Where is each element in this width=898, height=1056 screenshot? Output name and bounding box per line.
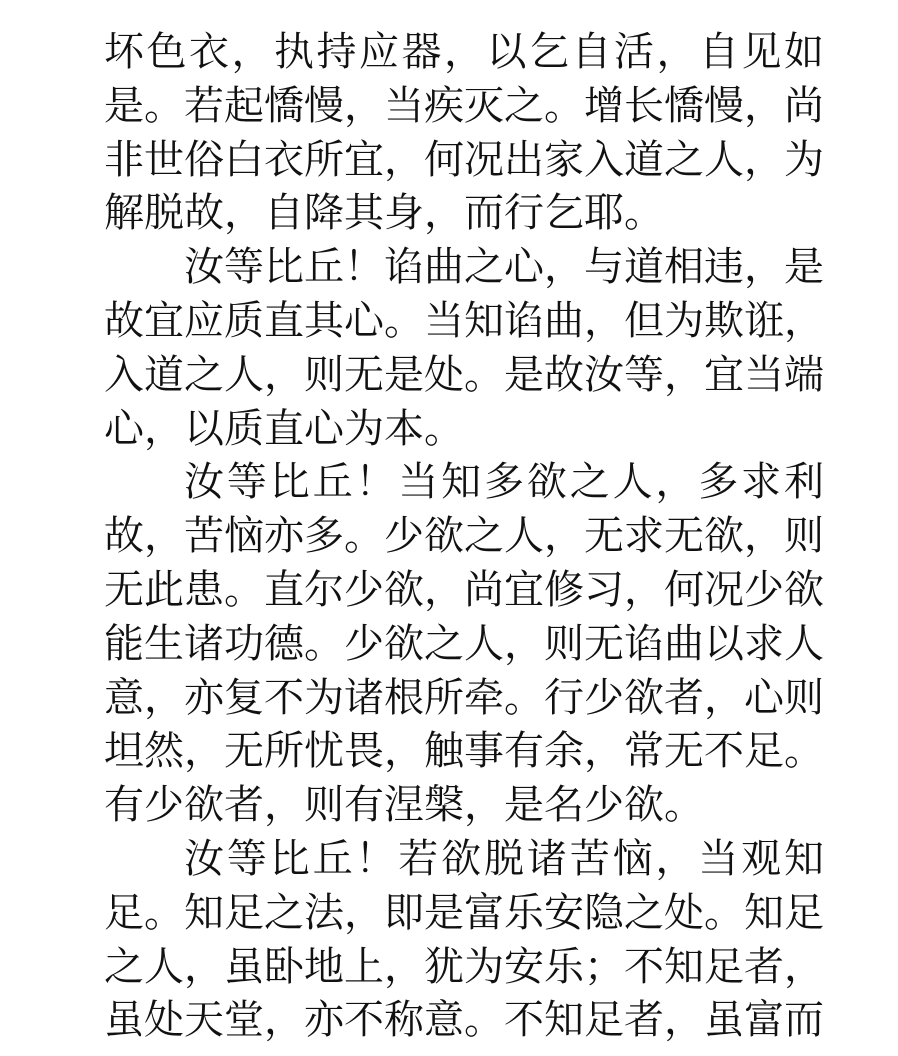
paragraph-3: 汝等比丘！当知多欲之人，多求利故，苦恼亦多。少欲之人，无求无欲，则无此患。直尔少欲，尚宜修习，何况少欲能生诸功德。少欲之人，则无谄曲以求人意，亦复不为诸根所牵。行少欲者，心则坦然，无所忧畏，触事有余，常无不足。有少欲者，则有涅槃，是名少欲。	[104, 459, 824, 829]
paragraph-4: 汝等比丘！若欲脱诸苦恼，当观知足。知足之法，即是富乐安隐之处。知足之人，虽卧地上，犹为安乐；不知足者，虽处天堂，亦不称意。不知足者，虽富而	[104, 835, 824, 1044]
paragraph-2: 汝等比丘！谄曲之心，与道相违，是故宜应质直其心。当知谄曲，但为欺诳，入道之人，则无是处。是故汝等，宜当端心，以质直心为本。	[104, 244, 824, 452]
body-text	[104, 26, 824, 1048]
paragraph-1: 坏色衣，执持应器，以乞自活，自见如是。若起憍慢，当疾灭之。增长憍慢，尚非世俗白衣所宜，何况出家入道之人，为解脱故，自降其身，而行乞耶。	[104, 29, 824, 237]
